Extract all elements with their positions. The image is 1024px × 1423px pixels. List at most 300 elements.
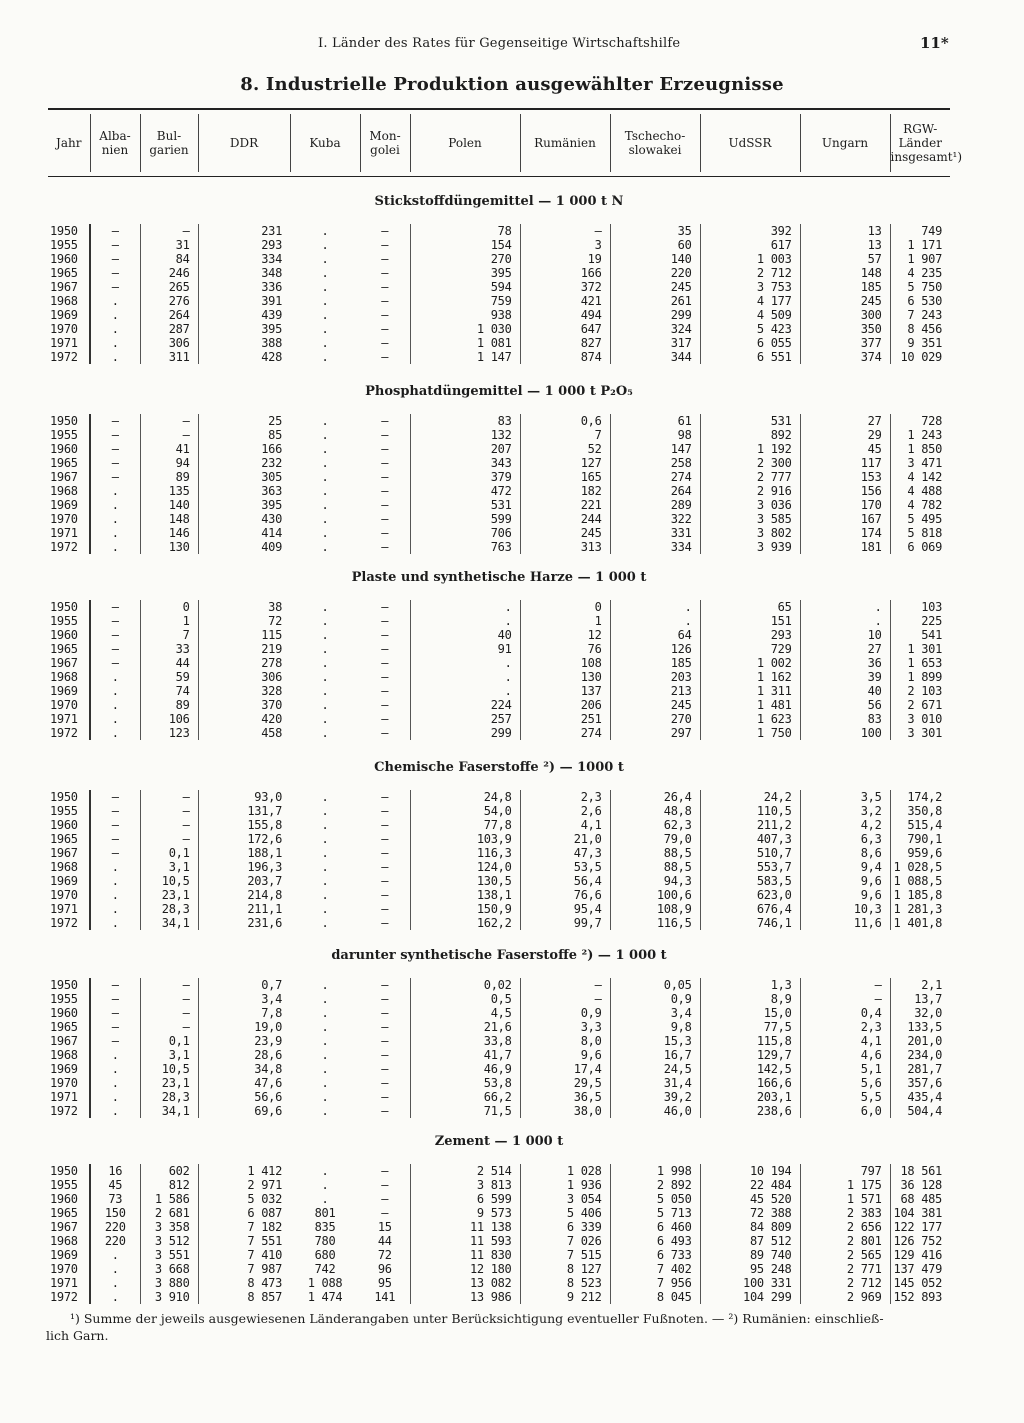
value-cell: — <box>381 322 389 336</box>
value-cell: — <box>381 888 389 902</box>
table-row <box>48 846 950 860</box>
value-cell: 245 <box>610 698 700 712</box>
value-cell: 141 <box>374 1290 396 1304</box>
value-cell: 6 493 <box>610 1234 700 1248</box>
value-cell: — <box>381 266 389 280</box>
value-cell: 350,8 <box>890 804 950 818</box>
value-cell: 162,2 <box>410 916 520 930</box>
value-cell: 0 <box>140 600 198 614</box>
value-cell: 132 <box>410 428 520 442</box>
value-cell: 47,3 <box>520 846 610 860</box>
value-cell: 29,5 <box>520 1076 610 1090</box>
value-cell: 2 801 <box>800 1234 890 1248</box>
table-row <box>48 1248 950 1262</box>
value-cell: 45 <box>800 442 890 456</box>
value-cell: 40 <box>800 684 890 698</box>
value-cell: 5 406 <box>520 1206 610 1220</box>
value-cell: — <box>111 656 119 670</box>
value-cell: 72 388 <box>700 1206 800 1220</box>
value-cell: 174,2 <box>890 790 950 804</box>
value-cell: 1 028 <box>520 1164 610 1178</box>
value-cell: — <box>381 442 389 456</box>
year-cell: 1967 <box>48 1034 90 1048</box>
table-row <box>48 670 950 684</box>
table-row <box>48 308 950 322</box>
value-cell: 9 351 <box>890 336 950 350</box>
value-cell: . <box>111 874 119 888</box>
year-cell: 1950 <box>48 600 90 614</box>
value-cell: — <box>140 224 198 238</box>
value-cell: — <box>800 992 890 1006</box>
value-cell: — <box>381 684 389 698</box>
value-cell: 420 <box>198 712 290 726</box>
year-cell: 1969 <box>48 498 90 512</box>
value-cell: 145 052 <box>890 1276 950 1290</box>
value-cell: 65 <box>700 600 800 614</box>
value-cell: 8 523 <box>520 1276 610 1290</box>
value-cell: 41,7 <box>410 1048 520 1062</box>
value-cell: . <box>610 614 700 628</box>
value-cell: 60 <box>610 238 700 252</box>
value-cell: 123 <box>140 726 198 740</box>
value-cell: 95 248 <box>700 1262 800 1276</box>
value-cell: . <box>321 600 329 614</box>
value-cell: 759 <box>410 294 520 308</box>
value-cell: 10 194 <box>700 1164 800 1178</box>
value-cell: 36 <box>800 656 890 670</box>
value-cell: 220 <box>104 1234 126 1248</box>
table-row <box>48 1020 950 1034</box>
value-cell: 2 656 <box>800 1220 890 1234</box>
value-cell: . <box>321 1104 329 1118</box>
year-cell: 1955 <box>48 614 90 628</box>
value-cell: . <box>410 614 520 628</box>
table-row <box>48 832 950 846</box>
value-cell: 104 299 <box>700 1290 800 1304</box>
table-row <box>48 252 950 266</box>
header-cell: Polen <box>410 114 520 172</box>
value-cell: 24,5 <box>610 1062 700 1076</box>
value-cell: 7 <box>520 428 610 442</box>
value-cell: 152 893 <box>890 1290 950 1304</box>
value-cell: — <box>800 978 890 992</box>
value-cell: 357,6 <box>890 1076 950 1090</box>
table-row <box>48 336 950 350</box>
value-cell: 10,3 <box>800 902 890 916</box>
value-cell: 29 <box>800 428 890 442</box>
value-cell: 647 <box>520 322 610 336</box>
header-cell: Jahr <box>56 136 82 150</box>
value-cell: — <box>111 442 119 456</box>
value-cell: — <box>381 902 389 916</box>
year-cell: 1971 <box>48 1276 90 1290</box>
value-cell: 1 243 <box>890 428 950 442</box>
value-cell: 4,2 <box>800 818 890 832</box>
value-cell: — <box>381 1020 389 1034</box>
year-cell: 1950 <box>48 1164 90 1178</box>
header-cell: Kuba <box>290 114 360 172</box>
value-cell: 181 <box>800 540 890 554</box>
value-cell: — <box>381 308 389 322</box>
value-cell: 938 <box>410 308 520 322</box>
value-cell: 4 177 <box>700 294 800 308</box>
value-cell: . <box>321 322 329 336</box>
value-cell: 89 <box>140 470 198 484</box>
value-cell: 0,6 <box>520 414 610 428</box>
section-title: Plaste und synthetische Harze — 1 000 t <box>351 570 647 585</box>
table-row <box>48 1076 950 1090</box>
value-cell: 130 <box>140 540 198 554</box>
value-cell: 372 <box>520 280 610 294</box>
value-cell: 244 <box>520 512 610 526</box>
value-cell: . <box>111 294 119 308</box>
value-cell: 11 830 <box>410 1248 520 1262</box>
value-cell: 19,0 <box>198 1020 290 1034</box>
value-cell: 203,7 <box>198 874 290 888</box>
value-cell: — <box>381 1062 389 1076</box>
value-cell: . <box>321 308 329 322</box>
value-cell: . <box>321 684 329 698</box>
value-cell: 172,6 <box>198 832 290 846</box>
value-cell: 3,4 <box>610 1006 700 1020</box>
value-cell: . <box>111 1062 119 1076</box>
year-cell: 1972 <box>48 350 90 364</box>
value-cell: 148 <box>800 266 890 280</box>
value-cell: 1 401,8 <box>890 916 950 930</box>
table-row <box>48 238 950 252</box>
value-cell: . <box>410 670 520 684</box>
year-cell: 1971 <box>48 902 90 916</box>
value-cell: 245 <box>610 280 700 294</box>
value-cell: — <box>111 992 119 1006</box>
value-cell: 3 813 <box>410 1178 520 1192</box>
value-cell: — <box>381 1178 389 1192</box>
value-cell: 797 <box>800 1164 890 1178</box>
value-cell: 1 653 <box>890 656 950 670</box>
table-row <box>48 698 950 712</box>
value-cell: 9 573 <box>410 1206 520 1220</box>
value-cell: . <box>321 656 329 670</box>
value-cell: 1 281,3 <box>890 902 950 916</box>
value-cell: 95,4 <box>520 902 610 916</box>
value-cell: 100,6 <box>610 888 700 902</box>
value-cell: 126 <box>610 642 700 656</box>
table-row <box>48 818 950 832</box>
value-cell: 7 026 <box>520 1234 610 1248</box>
value-cell: 3 301 <box>890 726 950 740</box>
value-cell: 77,5 <box>700 1020 800 1034</box>
value-cell: 76,6 <box>520 888 610 902</box>
value-cell: . <box>321 818 329 832</box>
value-cell: 553,7 <box>700 860 800 874</box>
value-cell: 116,5 <box>610 916 700 930</box>
value-cell: 23,1 <box>140 888 198 902</box>
value-cell: 409 <box>198 540 290 554</box>
value-cell: — <box>140 818 198 832</box>
value-cell: 274 <box>520 726 610 740</box>
section-title: Phosphatdüngemittel — 1 000 t P₂O₅ <box>365 384 633 399</box>
value-cell: 39 <box>800 670 890 684</box>
value-cell: — <box>111 470 119 484</box>
table-row <box>48 1192 950 1206</box>
section-table <box>48 600 950 740</box>
value-cell: 23,1 <box>140 1076 198 1090</box>
value-cell: 763 <box>410 540 520 554</box>
table-row <box>48 978 950 992</box>
value-cell: . <box>321 614 329 628</box>
table-row <box>48 414 950 428</box>
value-cell: 1 850 <box>890 442 950 456</box>
value-cell: 142,5 <box>700 1062 800 1076</box>
value-cell: 258 <box>610 456 700 470</box>
value-cell: 34,1 <box>140 1104 198 1118</box>
value-cell: . <box>321 1178 329 1192</box>
value-cell: 48,8 <box>610 804 700 818</box>
table-row <box>48 1178 950 1192</box>
value-cell: 8,9 <box>700 992 800 1006</box>
value-cell: — <box>111 642 119 656</box>
value-cell: 3 551 <box>140 1248 198 1262</box>
value-cell: 780 <box>314 1234 336 1248</box>
value-cell: 2 383 <box>800 1206 890 1220</box>
value-cell: 166 <box>198 442 290 456</box>
value-cell: 395 <box>410 266 520 280</box>
running-head-text: I. Länder des Rates für Gegenseitige Wirtschaftshilfe <box>318 36 681 51</box>
table-row <box>48 266 950 280</box>
value-cell: 24,2 <box>700 790 800 804</box>
value-cell: 91 <box>410 642 520 656</box>
value-cell: . <box>321 846 329 860</box>
year-cell: 1950 <box>48 224 90 238</box>
value-cell: — <box>381 1164 389 1178</box>
year-cell: 1969 <box>48 1248 90 1262</box>
year-cell: 1970 <box>48 512 90 526</box>
value-cell: 174 <box>800 526 890 540</box>
value-cell: 299 <box>410 726 520 740</box>
value-cell: . <box>321 512 329 526</box>
value-cell: 78 <box>410 224 520 238</box>
value-cell: 35 <box>610 224 700 238</box>
table-row <box>48 428 950 442</box>
value-cell: 3 668 <box>140 1262 198 1276</box>
value-cell: 0,5 <box>410 992 520 1006</box>
table-row <box>48 280 950 294</box>
value-cell: — <box>381 224 389 238</box>
value-cell: 2 771 <box>800 1262 890 1276</box>
table-row <box>48 526 950 540</box>
table-row <box>48 1104 950 1118</box>
value-cell: 167 <box>800 512 890 526</box>
value-cell: 407,3 <box>700 832 800 846</box>
table-row <box>48 1206 950 1220</box>
value-cell: 96 <box>377 1262 392 1276</box>
value-cell: 19 <box>520 252 610 266</box>
value-cell: 38 <box>198 600 290 614</box>
value-cell: — <box>111 456 119 470</box>
value-cell: . <box>321 1076 329 1090</box>
table-row <box>48 456 950 470</box>
value-cell: 6 599 <box>410 1192 520 1206</box>
value-cell: 53,8 <box>410 1076 520 1090</box>
value-cell: 8 456 <box>890 322 950 336</box>
header-cell: RGW- Länder insgesamt¹) <box>890 114 950 172</box>
value-cell: 231,6 <box>198 916 290 930</box>
value-cell: 27 <box>800 642 890 656</box>
table-row <box>48 614 950 628</box>
value-cell: 84 809 <box>700 1220 800 1234</box>
value-cell: 221 <box>520 498 610 512</box>
value-cell: 2 777 <box>700 470 800 484</box>
value-cell: 1 028,5 <box>890 860 950 874</box>
value-cell: 1 586 <box>140 1192 198 1206</box>
value-cell: — <box>381 238 389 252</box>
value-cell: 5 713 <box>610 1206 700 1220</box>
value-cell: 22 484 <box>700 1178 800 1192</box>
value-cell: 435,4 <box>890 1090 950 1104</box>
value-cell: . <box>321 1192 329 1206</box>
value-cell: 130,5 <box>410 874 520 888</box>
value-cell: 6 530 <box>890 294 950 308</box>
value-cell: . <box>321 1090 329 1104</box>
value-cell: 306 <box>198 670 290 684</box>
value-cell: 108,9 <box>610 902 700 916</box>
value-cell: . <box>321 526 329 540</box>
value-cell: 54,0 <box>410 804 520 818</box>
value-cell: — <box>111 1020 119 1034</box>
value-cell: 7 182 <box>198 1220 290 1234</box>
value-cell: 57 <box>800 252 890 266</box>
value-cell: 137 479 <box>890 1262 950 1276</box>
value-cell: 728 <box>890 414 950 428</box>
year-cell: 1972 <box>48 726 90 740</box>
table-row <box>48 1164 950 1178</box>
value-cell: 61 <box>610 414 700 428</box>
value-cell: 33 <box>140 642 198 656</box>
value-cell: 153 <box>800 470 890 484</box>
value-cell: 45 520 <box>700 1192 800 1206</box>
value-cell: 103,9 <box>410 832 520 846</box>
value-cell: 95 <box>377 1276 392 1290</box>
value-cell: 165 <box>520 470 610 484</box>
value-cell: 812 <box>140 1178 198 1192</box>
value-cell: 59 <box>140 670 198 684</box>
value-cell: 4 782 <box>890 498 950 512</box>
year-cell: 1955 <box>48 1178 90 1192</box>
value-cell: 594 <box>410 280 520 294</box>
value-cell: 36,5 <box>520 1090 610 1104</box>
value-cell: . <box>321 350 329 364</box>
value-cell: . <box>321 992 329 1006</box>
value-cell: 154 <box>410 238 520 252</box>
value-cell: 219 <box>198 642 290 656</box>
value-cell: . <box>111 350 119 364</box>
value-cell: 1 175 <box>800 1178 890 1192</box>
value-cell: 220 <box>104 1220 126 1234</box>
year-cell: 1960 <box>48 628 90 642</box>
year-cell: 1965 <box>48 266 90 280</box>
value-cell: 0 <box>520 600 610 614</box>
value-cell: 602 <box>140 1164 198 1178</box>
value-cell: 2 514 <box>410 1164 520 1178</box>
value-cell: . <box>321 874 329 888</box>
header-cell: Tschecho- slowakei <box>610 114 700 172</box>
value-cell: 746,1 <box>700 916 800 930</box>
section-table <box>48 790 950 930</box>
value-cell: — <box>111 600 119 614</box>
value-cell: 3,3 <box>520 1020 610 1034</box>
value-cell: 9,6 <box>800 874 890 888</box>
value-cell: 56,6 <box>198 1090 290 1104</box>
value-cell: 99,7 <box>520 916 610 930</box>
value-cell: 1 <box>520 614 610 628</box>
value-cell: 6,3 <box>800 832 890 846</box>
value-cell: — <box>381 512 389 526</box>
value-cell: — <box>111 414 119 428</box>
value-cell: 4,1 <box>520 818 610 832</box>
value-cell: . <box>321 670 329 684</box>
value-cell: 4,6 <box>800 1048 890 1062</box>
value-cell: 388 <box>198 336 290 350</box>
value-cell: 790,1 <box>890 832 950 846</box>
value-cell: 531 <box>410 498 520 512</box>
value-cell: 3,2 <box>800 804 890 818</box>
value-cell: . <box>111 1104 119 1118</box>
value-cell: 3 010 <box>890 712 950 726</box>
value-cell: 1 <box>140 614 198 628</box>
table-row <box>48 498 950 512</box>
value-cell: 583,5 <box>700 874 800 888</box>
year-cell: 1969 <box>48 684 90 698</box>
value-cell: 7 956 <box>610 1276 700 1290</box>
value-cell: 87 512 <box>700 1234 800 1248</box>
value-cell: 300 <box>800 308 890 322</box>
value-cell: — <box>381 992 389 1006</box>
value-cell: 10,5 <box>140 874 198 888</box>
value-cell: 68 485 <box>890 1192 950 1206</box>
value-cell: 1 088,5 <box>890 874 950 888</box>
value-cell: 225 <box>890 614 950 628</box>
value-cell: 0,1 <box>140 846 198 860</box>
value-cell: . <box>111 1076 119 1090</box>
year-cell: 1972 <box>48 1290 90 1304</box>
value-cell: — <box>381 916 389 930</box>
table-row <box>48 224 950 238</box>
value-cell: 23,9 <box>198 1034 290 1048</box>
value-cell: — <box>381 280 389 294</box>
header-cell: Bul- garien <box>140 114 198 172</box>
value-cell: — <box>381 1006 389 1020</box>
value-cell: . <box>111 902 119 916</box>
page-title: 8. Industrielle Produktion ausgewählter Erzeugnisse <box>240 74 784 95</box>
year-cell: 1972 <box>48 1104 90 1118</box>
value-cell: 2 969 <box>800 1290 890 1304</box>
year-cell: 1965 <box>48 642 90 656</box>
value-cell: — <box>381 336 389 350</box>
year-cell: 1965 <box>48 1206 90 1220</box>
year-cell: 1967 <box>48 656 90 670</box>
section-title: Stickstoffdüngemittel — 1 000 t N <box>374 194 624 209</box>
value-cell: 2 103 <box>890 684 950 698</box>
value-cell: . <box>321 456 329 470</box>
value-cell: . <box>321 1164 329 1178</box>
value-cell: 8,0 <box>520 1034 610 1048</box>
value-cell: 278 <box>198 656 290 670</box>
year-cell: 1969 <box>48 308 90 322</box>
value-cell: 1 030 <box>410 322 520 336</box>
value-cell: 3 054 <box>520 1192 610 1206</box>
value-cell: 147 <box>610 442 700 456</box>
value-cell: 72 <box>377 1248 392 1262</box>
